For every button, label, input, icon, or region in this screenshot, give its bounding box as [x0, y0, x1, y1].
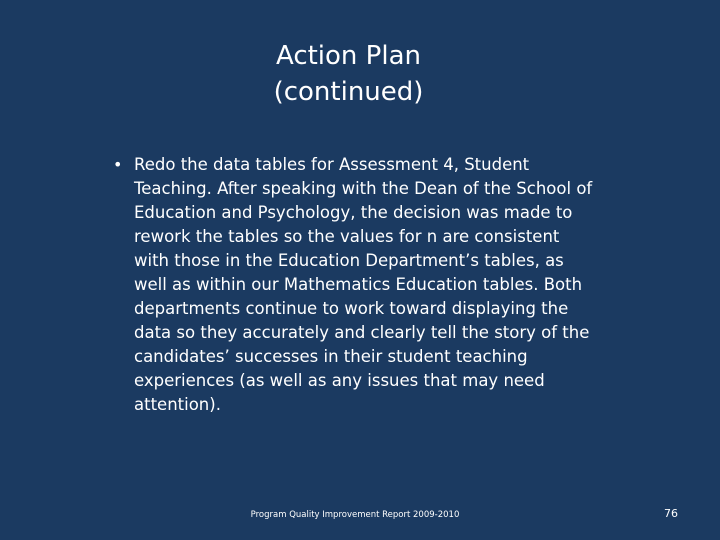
- footer-text: Program Quality Improvement Report 2009-2010: [250, 510, 460, 520]
- title-line-1: Action Plan: [275, 41, 421, 71]
- bullet-icon: •: [113, 155, 123, 174]
- title-line-2: (continued): [273, 77, 424, 107]
- bullet-list: [113, 153, 593, 417]
- page-number: 76: [664, 507, 678, 520]
- slide-title: [200, 38, 497, 110]
- bullet-item: [113, 153, 593, 417]
- bullet-text: Redo the data tables for Assessment 4, Student Teaching. After speaking with the Dean of the School of Education and Psychology, the decision was made to rework the tables so the values for n are consistent with those in the Education Department’s tables, as well as within our Mathematics Education tables. Both departments continue to work toward displaying the data so they accurately and clearly tell the story of the candidates’ successes in their student teaching experiences (as well as any issues that may need attention).: [134, 155, 593, 414]
